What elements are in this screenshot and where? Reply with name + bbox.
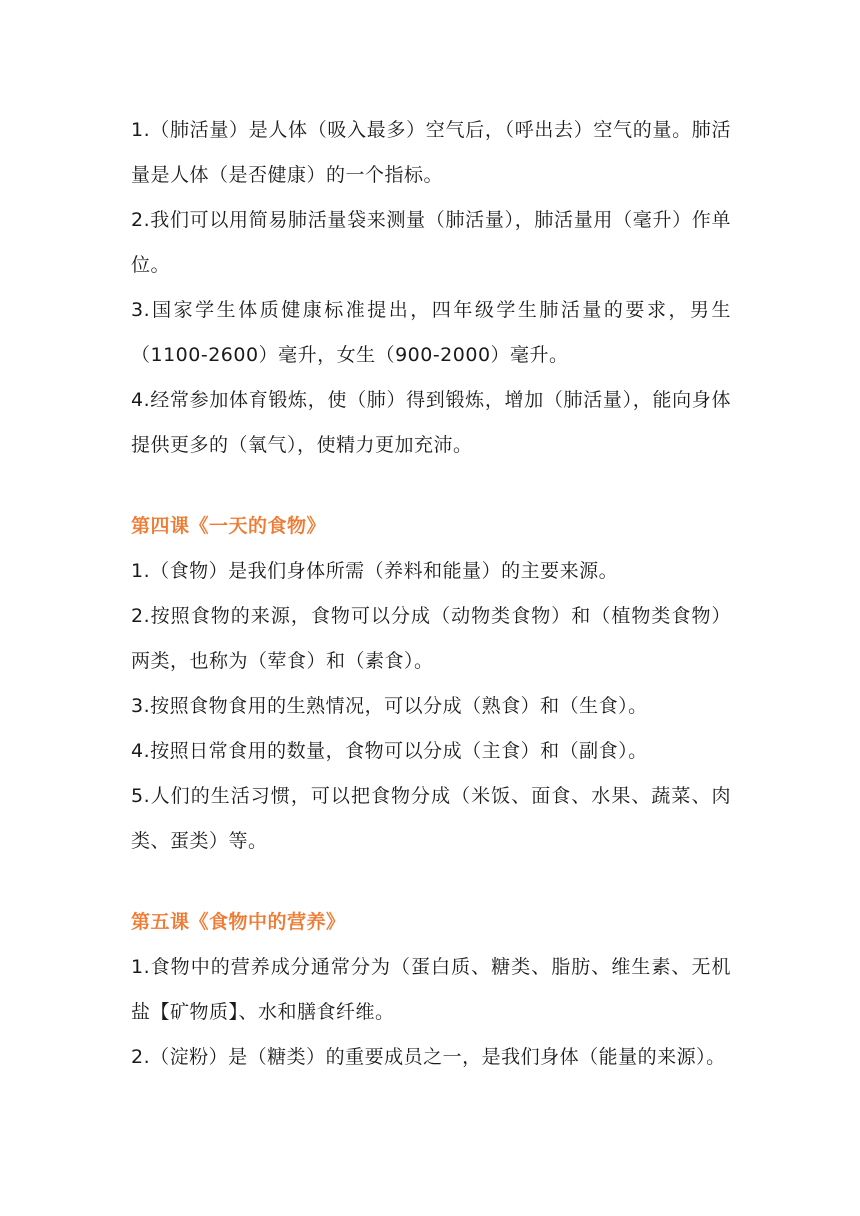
section-spacer xyxy=(131,864,731,900)
document-page xyxy=(131,108,731,1080)
food-item-5: 5.人们的生活习惯，可以把食物分成（米饭、面食、水果、蔬菜、肉类、蛋类）等。 xyxy=(131,785,731,852)
lungs-item-1: 1.（肺活量）是人体（吸入最多）空气后，（呼出去）空气的量。肺活量是人体（是否健康）的一个指标。 xyxy=(131,119,731,186)
section-spacer xyxy=(131,468,731,504)
lungs-item-4: 4.经常参加体育锻炼，使（肺）得到锻炼，增加（肺活量），能向身体提供更多的（氧气），使精力更加充沛。 xyxy=(131,389,731,456)
lungs-item-3: 3.国家学生体质健康标准提出，四年级学生肺活量的要求，男生（1100-2600）毫升，女生（900-2000）毫升。 xyxy=(131,299,731,366)
nutrition-item-1: 1.食物中的营养成分通常分为（蛋白质、糖类、脂肪、维生素、无机盐【矿物质】、水和膳食纤维。 xyxy=(131,956,731,1023)
lungs-item-2: 2.我们可以用简易肺活量袋来测量（肺活量），肺活量用（毫升）作单位。 xyxy=(131,209,731,276)
food-item-3: 3.按照食物食用的生熟情况，可以分成（熟食）和（生食）。 xyxy=(131,695,648,717)
nutrition-item-2: 2.（淀粉）是（糖类）的重要成员之一，是我们身体（能量的来源）。 xyxy=(131,1046,726,1068)
food-item-2: 2.按照食物的来源，食物可以分成（动物类食物）和（植物类食物）两类，也称为（荤食）和（素食）。 xyxy=(131,605,731,672)
lesson-5-heading: 第五课《食物中的营养》 xyxy=(131,911,346,933)
food-item-4: 4.按照日常食用的数量，食物可以分成（主食）和（副食）。 xyxy=(131,740,648,762)
food-item-1: 1.（食物）是我们身体所需（养料和能量）的主要来源。 xyxy=(131,560,619,582)
lesson-4-heading: 第四课《一天的食物》 xyxy=(131,515,327,537)
